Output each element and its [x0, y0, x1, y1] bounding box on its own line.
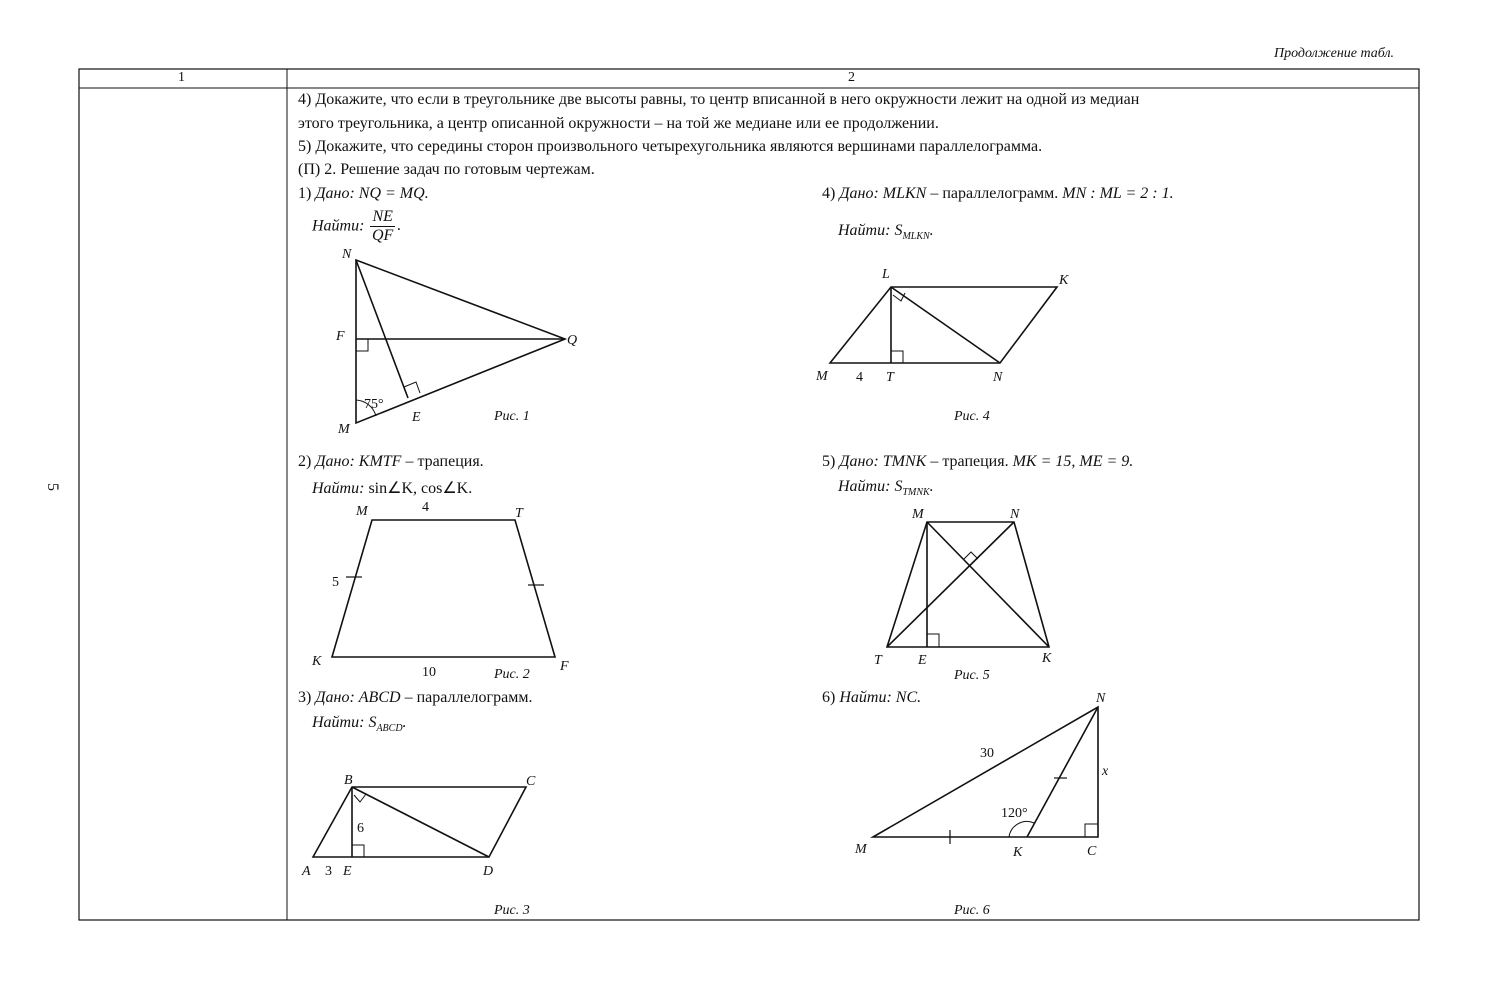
- task-5-given: 5) Дано: TMNK – трапеция. MK = 15, ME = 9.: [822, 453, 1134, 470]
- length-10: 10: [422, 665, 436, 680]
- length-4: 4: [856, 370, 863, 385]
- label-N: N: [993, 370, 1003, 385]
- label-M: M: [356, 504, 368, 519]
- caption-fig-2: Рис. 2: [494, 667, 530, 682]
- continuation-note: Продолжение табл.: [1274, 46, 1395, 61]
- figure-5: [860, 500, 1080, 690]
- label-T: T: [874, 653, 882, 668]
- task-6-find: 6) Найти: NC.: [822, 689, 922, 706]
- label-M: M: [912, 507, 924, 522]
- task-4-given: 4) Дано: MLKN – параллелограмм. MN : ML = 2 : 1.: [822, 185, 1174, 202]
- caption-fig-6: Рис. 6: [954, 903, 990, 918]
- label-A: A: [302, 864, 311, 879]
- figure-2: [300, 495, 590, 685]
- caption-fig-4: Рис. 4: [954, 409, 990, 424]
- label-E: E: [918, 653, 927, 668]
- label-C: C: [526, 774, 536, 789]
- angle-75: 75°: [364, 397, 384, 412]
- section-title: (П) 2. Решение задач по готовым чертежам.: [298, 161, 595, 178]
- label-T: T: [515, 506, 523, 521]
- label-T: T: [886, 370, 894, 385]
- length-4: 4: [422, 500, 429, 515]
- label-B: B: [344, 773, 353, 788]
- label-M: M: [338, 422, 350, 437]
- figure-6: [840, 680, 1120, 925]
- length-3: 3: [325, 864, 332, 879]
- task-3-find: Найти: $S_{ABCD}$.: [312, 714, 407, 735]
- page-number: 5: [44, 483, 61, 491]
- label-C: C: [1087, 844, 1097, 859]
- label-N: N: [1096, 691, 1106, 706]
- label-Q: Q: [567, 333, 578, 348]
- label-K: K: [1013, 845, 1023, 860]
- task-4-find: Найти: $S_{MLKN}$.: [838, 222, 934, 243]
- length-5: 5: [332, 575, 339, 590]
- problem-4-line-2: этого треугольника, а центр описанной окружности – на той же медиане или ее продолжении.: [298, 115, 939, 132]
- height-6: 6: [357, 821, 364, 836]
- label-N: N: [342, 247, 352, 262]
- task-1-find: Найти: $\frac{NE}{QF}$ .: [312, 208, 401, 244]
- problem-4-line-1: 4) Докажите, что если в треугольнике две высоты равны, то центр вписанной в него окружности лежит на одной из медиан: [298, 91, 1140, 108]
- figure-1: [320, 240, 600, 440]
- length-30: 30: [980, 746, 994, 761]
- task-5-find: Найти: $S_{TMNK}$.: [838, 478, 934, 499]
- label-x: x: [1102, 764, 1109, 779]
- col1-header: 1: [178, 70, 185, 85]
- label-D: D: [483, 864, 494, 879]
- label-K: K: [1042, 651, 1052, 666]
- caption-fig-1: Рис. 1: [494, 409, 530, 424]
- label-M: M: [816, 369, 828, 384]
- task-3-given: 3) Дано: ABCD – параллелограмм.: [298, 689, 533, 706]
- task-1-given: 1) Дано: NQ = MQ.: [298, 185, 429, 202]
- caption-fig-3: Рис. 3: [494, 903, 530, 918]
- label-F: F: [336, 329, 345, 344]
- caption-fig-5: Рис. 5: [954, 668, 990, 683]
- label-E: E: [343, 864, 352, 879]
- task-2-given: 2) Дано: KMTF – трапеция.: [298, 453, 484, 470]
- problem-5: 5) Докажите, что середины сторон произвольного четырехугольника являются вершинами параллелограмма.: [298, 138, 1043, 155]
- figure-4: [800, 260, 1100, 430]
- figure-3: [290, 765, 560, 925]
- label-L: L: [882, 267, 890, 282]
- task-2-find: Найти: sin∠K, cos∠K.: [312, 480, 473, 497]
- label-N: N: [1010, 507, 1020, 522]
- label-K: K: [312, 654, 322, 669]
- label-F: F: [560, 659, 569, 674]
- label-E: E: [412, 410, 421, 425]
- col2-header: 2: [848, 70, 855, 85]
- angle-120: 120°: [1001, 806, 1028, 821]
- label-K: K: [1059, 273, 1069, 288]
- label-M: M: [855, 842, 867, 857]
